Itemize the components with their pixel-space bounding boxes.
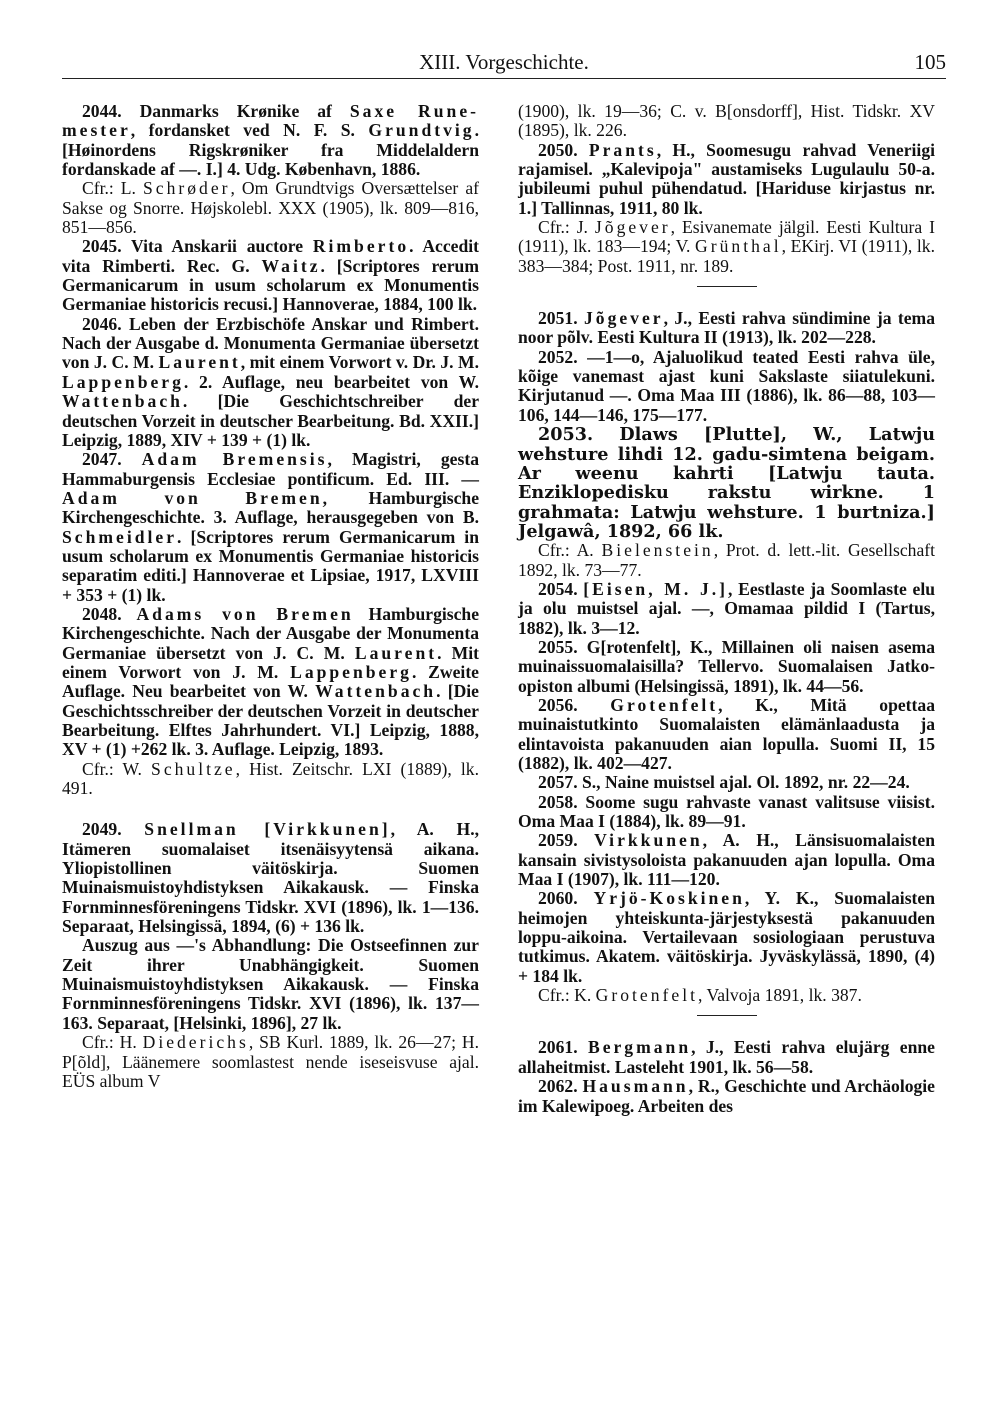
page-number: 105 — [914, 50, 946, 74]
entry-2048: 2048. Adams von Bremen Hamburgische Kirchengeschichte. Nach der Ausgabe der Monumenta Germaniae übersetzt von J. C. M. Laurent. Mit einem Vorwort von J. M. Lappenberg. Zweite Auflage. Neu bearbeitet von W. Wattenbach. [Die Geschichtsschreiber der deutschen Vorzeit in deutscher Bearbeitung. Elftes Jahrhundert. VI.] Leipzig, 1888, XV + (1) +262 lk. 3. Auflage. Leipzig, 1893. — [62, 603, 479, 760]
header-rule — [62, 78, 946, 79]
right-column — [518, 102, 935, 1116]
entry-2046: 2046. Leben der Erzbischöfe Anskar und Rimbert. Nach der Ausgabe d. Monumenta Germaniae übersetzt von J. C. M. Laurent, mit einem Vorwort v. Dr. J. M. Lappenberg. 2. Auflage, neu bearbeitet von W. Wattenbach. [Die Geschichtschreiber der deutschen Vorzeit in deutscher Bearbeitung. Bd. XXII.] Leipzig, 1889, XIV + 139 + (1) lk. — [62, 313, 479, 450]
entry-2059: 2059. Virkkunen, A. H., Länsisuomalaisten kansain sivistysoloista pakanuuden ajan lopulla. Oma Maa I (1907), lk. 111—120. — [518, 830, 936, 890]
entry-2052: 2052. —1—o, Ajaluolikud teated Eesti rahva üle, kõige vanemast ajast kuni Sakslaste siiatulekuni. Kirjutanud —. Oma Maa III (1886), lk. 86—88, 103—106, 144—146, 175—177. — [518, 346, 935, 425]
running-title: XIII. Vorgeschichte. — [419, 50, 589, 74]
section-divider-2 — [697, 1015, 757, 1016]
entry-2051: 2051. Jõgever, J., Eesti rahva sündimine ja tema noor põlv. Eesti Kultura II (1913), lk. 202—228. — [518, 308, 935, 348]
entry-2049-auszug: Auszug aus —'s Abhandlung: Die Ostseefinnen zur Zeit ihrer Unabhängigkeit. Suomen Muinaismuistoyhdistyksen Aikakausk. — Finska Fornminnesföreningens Tidskr. XVI (1896), lk. 137—163. Separaat, [Helsinki, 1896], 27 lk. — [62, 935, 479, 1033]
page-header — [62, 48, 946, 78]
entry-2050-cfr: Cfr.: J. Jõgever, Esivanemate jälgil. Eesti Kultura I (1911), lk. 183—194; V. Grünthal, EKirj. VI (1911), lk. 383—384; Post. 1911, nr. 189. — [518, 217, 935, 276]
entry-2048-cfr: Cfr.: W. Schultze, Hist. Zeitschr. LXI (1889), lk. 491. — [62, 758, 479, 799]
section-divider — [697, 286, 757, 287]
entry-2050: 2050. Prants, H., Soomesugu rahvad Veneriigi rajamisel. „Kalevipoja" austamiseks Lugulaulu 50-a. jubileumi puhul pühendatud. [Hariduse kirjastus nr. 1.] Tallinnas, 1911, 80 lk. — [518, 139, 936, 218]
entry-2045: 2045. Vita Anskarii auctore Rimberto. Accedit vita Rimberti. Rec. G. Waitz. [Scriptores rerum Germanicarum in usum scholarum ex Monumentis Germaniae historicis recusi.] Hannoverae, 1884, 100 lk. — [62, 236, 479, 315]
entry-2062: 2062. Hausmann, R., Geschichte und Archäologie im Kalewipoeg. Arbeiten des — [518, 1076, 935, 1116]
entry-2049-cfr: Cfr.: H. Diederichs, SB Kurl. 1889, lk. 26—27; H. P[õld], Läänemere soomlastest nende iseseisvuse ajal. EÜS album V — [62, 1032, 480, 1091]
entry-2044: 2044. Danmarks Krønike af Saxe Rune-mester, fordansket ved N. F. S. Grundtvig. [Høinordens Rigskrøniker fra Middelaldern fordanskade af —. I.] 4. Udg. København, 1886. — [62, 101, 479, 180]
entry-2056: 2056. Grotenfelt, K., Mitä opettaa muinaistutkinto Suomalaisten elämänlaadusta ja elintavoista pakanuuden aian lopulla. Suomi II, 15 (1882), lk. 402—427. — [518, 694, 935, 773]
entry-2057: 2057. S., Naine muistsel ajal. Ol. 1892, nr. 22—24. — [538, 772, 910, 793]
spacer — [62, 798, 479, 820]
entry-2044-cfr: Cfr.: L. Schrøder, Om Grundtvigs Oversættelser af Sakse og Snorre. Højskolebl. XXX (1905), lk. 809—816, 851—856. — [62, 178, 479, 238]
entry-2053: 2053. Dlaws [Plutte], W., Latwju wehsture lihdi 12. gadu-simtena beigam. Ar weenu kahrti [Latwju tauta. Enziklopedisku rakstu wirkne. 1 grahmata: Latwju wehsture. 1 burtniza.] Jelgawâ, 1892, 66 lk. — [518, 424, 936, 542]
left-column — [62, 102, 479, 1091]
entry-2049: 2049. Snellman [Virkkunen], A. H., Itämeren suomalaiset itsenäisyytensä aikana. Yliopistollinen väitöskirja. Suomen Muinaismuistoyhdistyksen Aikakausk. — Finska Fornminnesföreningens Tidskr. XVI (1896), lk. 1—136. Separaat, Helsingissä, 1894, (6) + 136 lk. — [62, 819, 480, 937]
entry-2054: 2054. [Eisen, M. J.], Eestlaste ja Soomlaste elu ja olu muistsel ajal. —, Omamaa pildid I (Tartus, 1882), lk. 3—12. — [518, 578, 935, 638]
entry-2060-cfr: Cfr.: K. Grotenfelt, Valvoja 1891, lk. 387. — [538, 985, 862, 1006]
entry-2061: 2061. Bergmann, J., Eesti rahva elujärg enne allaheitmist. Lasteleht 1901, lk. 56—58. — [518, 1037, 935, 1077]
entry-2055: 2055. G[rotenfelt], K., Millainen oli naisen asema muinaissuomalaisilla? Tellervo. Suomalaisen Jatko-opiston albumi (Helsingissä, 1891), lk. 44—56. — [518, 636, 935, 696]
entry-2053-cfr: Cfr.: A. Bielenstein, Prot. d. lett.-lit. Gesellschaft 1892, lk. 73—77. — [518, 540, 935, 580]
entry-2047: 2047. Adam Bremensis, Magistri, gesta Hammaburgensis Ecclesiae pontificum. Ed. III. — Adam von Bremen, Hamburgische Kirchengeschichte. 3. Auflage, herausgegeben von B. Schmeidler. [Scriptores rerum Germanicarum in usum scholarum ex Monumentis Germaniae historicis separatim editi.] Hannoverae et Lipsiae, 1917, LXVIII + 353 + (1) lk. — [62, 449, 480, 605]
entry-2049-continued: (1900), lk. 19—36; C. v. B[onsdorff], Hist. Tidskr. XV (1895), lk. 226. — [518, 101, 935, 141]
entry-2058: 2058. Soome sugu rahvaste vanast valitsuse viisist. Oma Maa I (1884), lk. 89—91. — [518, 791, 935, 832]
entry-2060: 2060. Yrjö-Koskinen, Y. K., Suomalaisten heimojen yhteiskunta-järjestyksestä pakanuuden loppu-aikoina. Vertailevaan sosiologiaan perustuva tutkimus. Akatem. väitöskirja. Jyväskylässä, 1890, (4) + 184 lk. — [518, 888, 935, 986]
